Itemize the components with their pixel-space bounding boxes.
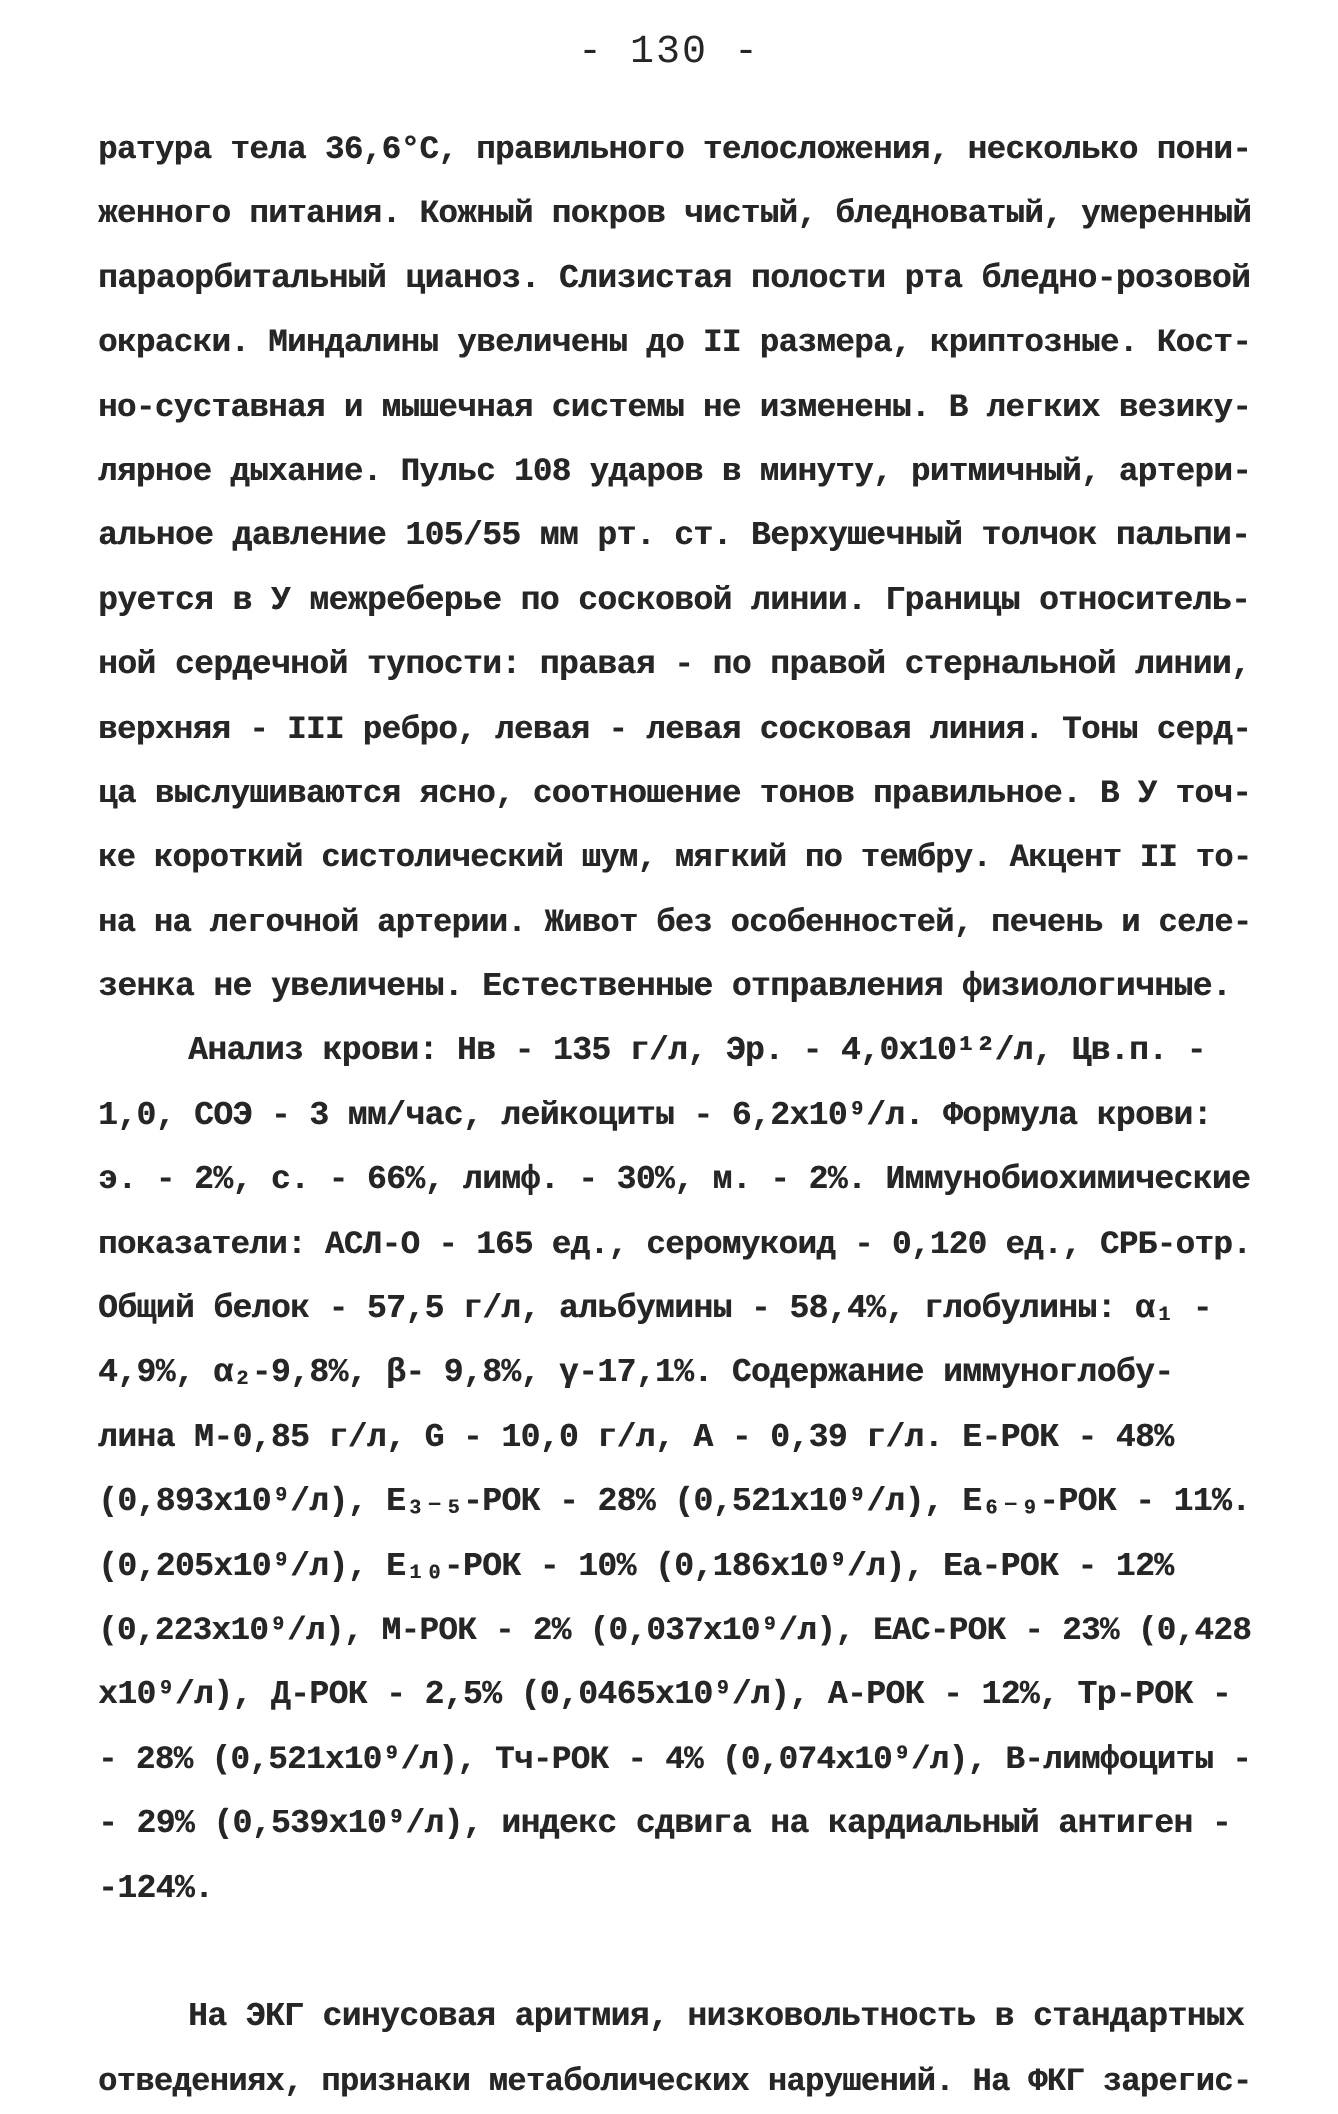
text-line [98,1921,1258,1985]
text-line: верхняя - III ребро, левая - левая сосковая линия. Тоны серд- [98,710,1252,748]
text-line: но-суставная и мышечная системы не изменены. В легких везику- [98,388,1252,426]
text-line: 4,9%, α₂-9,8%, β- 9,8%, γ-17,1%. Содержание иммуноглобу- [98,1354,1174,1392]
text-line: отведениях, признаки метаболических нарушений. На ФКГ зарегис- [98,2062,1252,2100]
text-line: руется в У межреберье по сосковой линии. Границы относитель- [98,581,1251,619]
text-line: ца выслушиваются ясно, соотношение тонов правильное. В У точ- [98,774,1252,812]
text-line: на на легочной артерии. Живот без особенностей, печень и селе- [98,903,1252,941]
body-text [98,118,1258,2114]
text-line: Анализ крови: Нв - 135 г/л, Эр. - 4,0х10¹²/л, Цв.п. - [188,1032,1206,1070]
text-line: Общий белок - 57,5 г/л, альбумины - 58,4%, глобулины: α₁ - [98,1290,1212,1328]
text-line: зенка не увеличены. Естественные отправления физиологичные. [98,968,1231,1006]
text-line: -124%. [98,1869,214,1907]
text-line: лина М-0,85 г/л, G - 10,0 г/л, А - 0,39 г/л. Е-РОК - 48% [98,1418,1174,1456]
text-line: э. - 2%, с. - 66%, лимф. - 30%, м. - 2%. Иммунобиохимические [98,1161,1251,1199]
text-line: На ЭКГ синусовая аритмия, низковольтность в стандартных [188,1998,1245,2036]
text-line: 1,0, СОЭ - 3 мм/час, лейкоциты - 6,2х10⁹/л. Формула крови: [98,1096,1212,1134]
text-line: ной сердечной тупости: правая - по правой стернальной линии, [98,646,1251,684]
text-line: - 29% (0,539х10⁹/л), индекс сдвига на кардиальный антиген - [98,1805,1231,1843]
text-line: ке короткий систолический шум, мягкий по тембру. Акцент II то- [98,839,1252,877]
text-line: окраски. Миндалины увеличены до II размера, криптозные. Кост- [98,324,1252,362]
text-line: - 28% (0,521х10⁹/л), Тч-РОК - 4% (0,074х10⁹/л), В-лимфоциты - [98,1740,1252,1778]
text-line: альное давление 105/55 мм рт. ст. Верхушечный толчок пальпи- [98,517,1251,555]
text-line: параорбитальный цианоз. Слизистая полости рта бледно-розовой [98,259,1251,297]
text-line: (0,893х10⁹/л), Е₃₋₅-РОК - 28% (0,521х10⁹/л), Е₆₋₉-РОК - 11%. [98,1483,1251,1521]
text-line: (0,205х10⁹/л), Е₁₀-РОК - 10% (0,186х10⁹/л), Еа-РОК - 12% [98,1547,1174,1585]
text-line: показатели: АСЛ-О - 165 ед., серомукоид - 0,120 ед., СРБ-отр. [98,1225,1252,1263]
text-line: лярное дыхание. Пульс 108 ударов в минуту, ритмичный, артери- [98,452,1252,490]
text-line: х10⁹/л), Д-РОК - 2,5% (0,0465х10⁹/л), А-РОК - 12%, Тр-РОК - [98,1676,1231,1714]
text-line: ратура тела 36,6°С, правильного телосложения, несколько пони- [98,131,1252,168]
page-number: - 130 - [577,30,761,75]
text-line: (0,223х10⁹/л), М-РОК - 2% (0,037х10⁹/л), ЕАС-РОК - 23% (0,428 [98,1611,1252,1649]
text-line: женного питания. Кожный покров чистый, бледноватый, умеренный [98,195,1252,233]
